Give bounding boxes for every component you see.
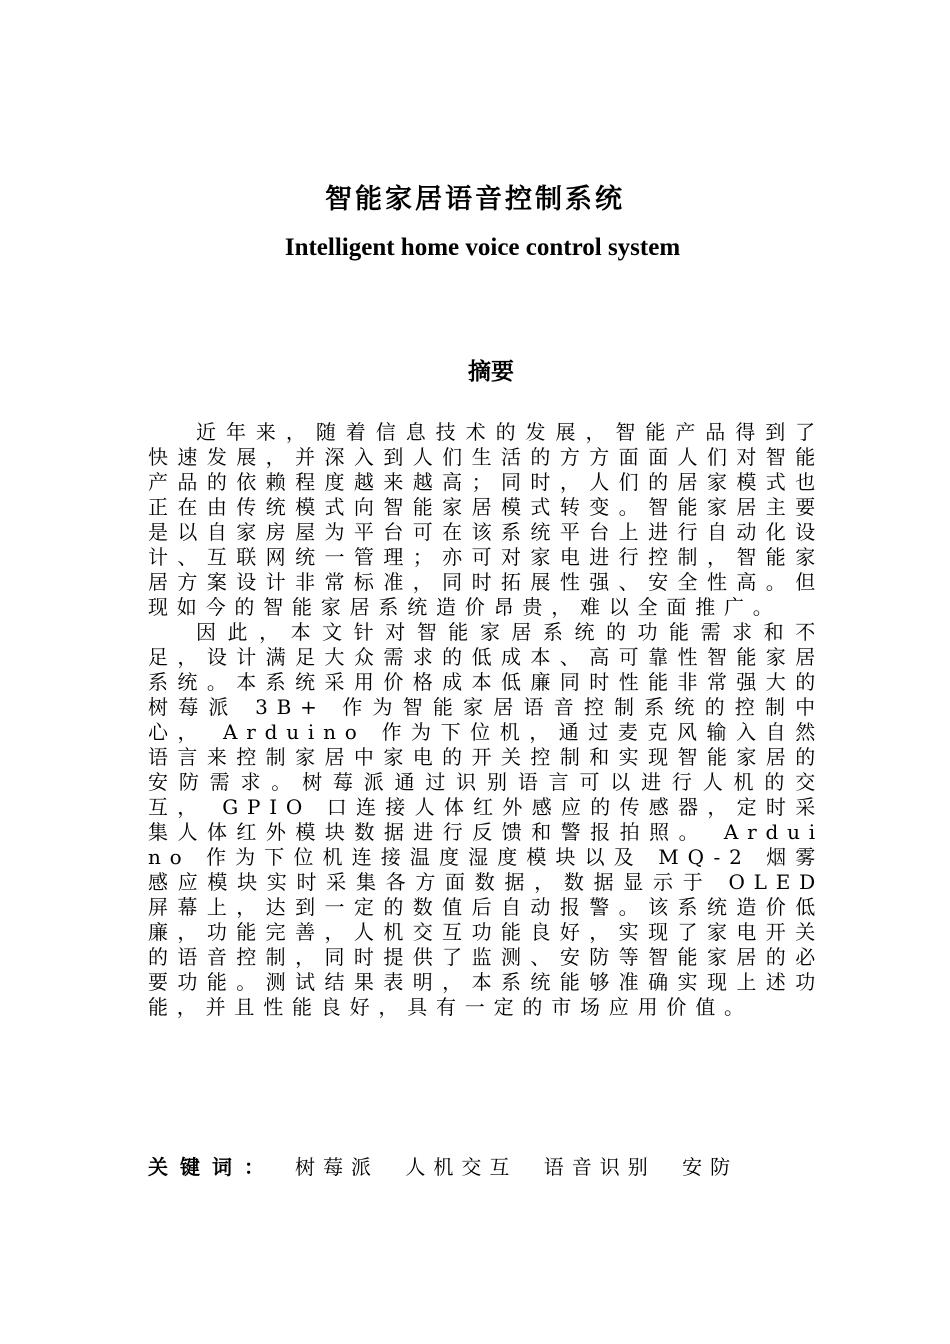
keyword-item: 人机交互 xyxy=(405,1155,518,1179)
abstract-paragraph-2: 因此，本文针对智能家居系统的功能需求和不足，设计满足大众需求的低成本、高可靠性智能家居系统。本系统采用价格成本低廉同时性能非常强大的树莓派 3B+ 作为智能家居语音控制系统的控制中心， Arduino 作为下位机，通过麦克风输入自然语言来控制家居中家电的开关控制和实现智能家居的安防需求。树莓派通过识别语言可以进行人机的交互， GPIO 口连接人体红外感应的传感器，定时采集人体红外模块数据进行反馈和警报拍照。 Arduino 作为下位机连接温度湿度模块以及 MQ-2 烟雾感应模块实时采集各方面数据，数据显示于 OLED 屏幕上，达到一定的数值后自动报警。该系统造价低廉，功能完善，人机交互功能良好，实现了家电开关的语音控制，同时提供了监测、安防等智能家居的必要功能。测试结果表明，本系统能够准确实现上述功能，并且性能良好，具有一定的市场应用价值。 xyxy=(148,620,824,1019)
document-title-chinese: 智能家居语音控制系统 xyxy=(325,184,625,215)
keywords-line xyxy=(148,1153,848,1182)
keywords-label: 关键词： xyxy=(148,1155,276,1179)
keyword-item: 树莓派 xyxy=(295,1155,379,1179)
abstract-paragraph-1: 近年来，随着信息技术的发展，智能产品得到了快速发展，并深入到人们生活的方方面面人们对智能产品的依赖程度越来越高；同时，人们的居家模式也正在由传统模式向智能家居模式转变。智能家居主要是以自家房屋为平台可在该系统平台上进行自动化设计、互联网统一管理；亦可对家电进行控制，智能家居方案设计非常标准，同时拓展性强、安全性高。但现如今的智能家居系统造价昂贵，难以全面推广。 xyxy=(148,420,824,619)
keywords-list xyxy=(295,1153,750,1181)
abstract-body xyxy=(148,420,824,1020)
keyword-item: 语音识别 xyxy=(543,1155,656,1179)
document-title-english: Intelligent home voice control system xyxy=(284,234,681,261)
keyword-item: 安防 xyxy=(682,1155,739,1179)
abstract-heading: 摘要 xyxy=(468,359,514,385)
